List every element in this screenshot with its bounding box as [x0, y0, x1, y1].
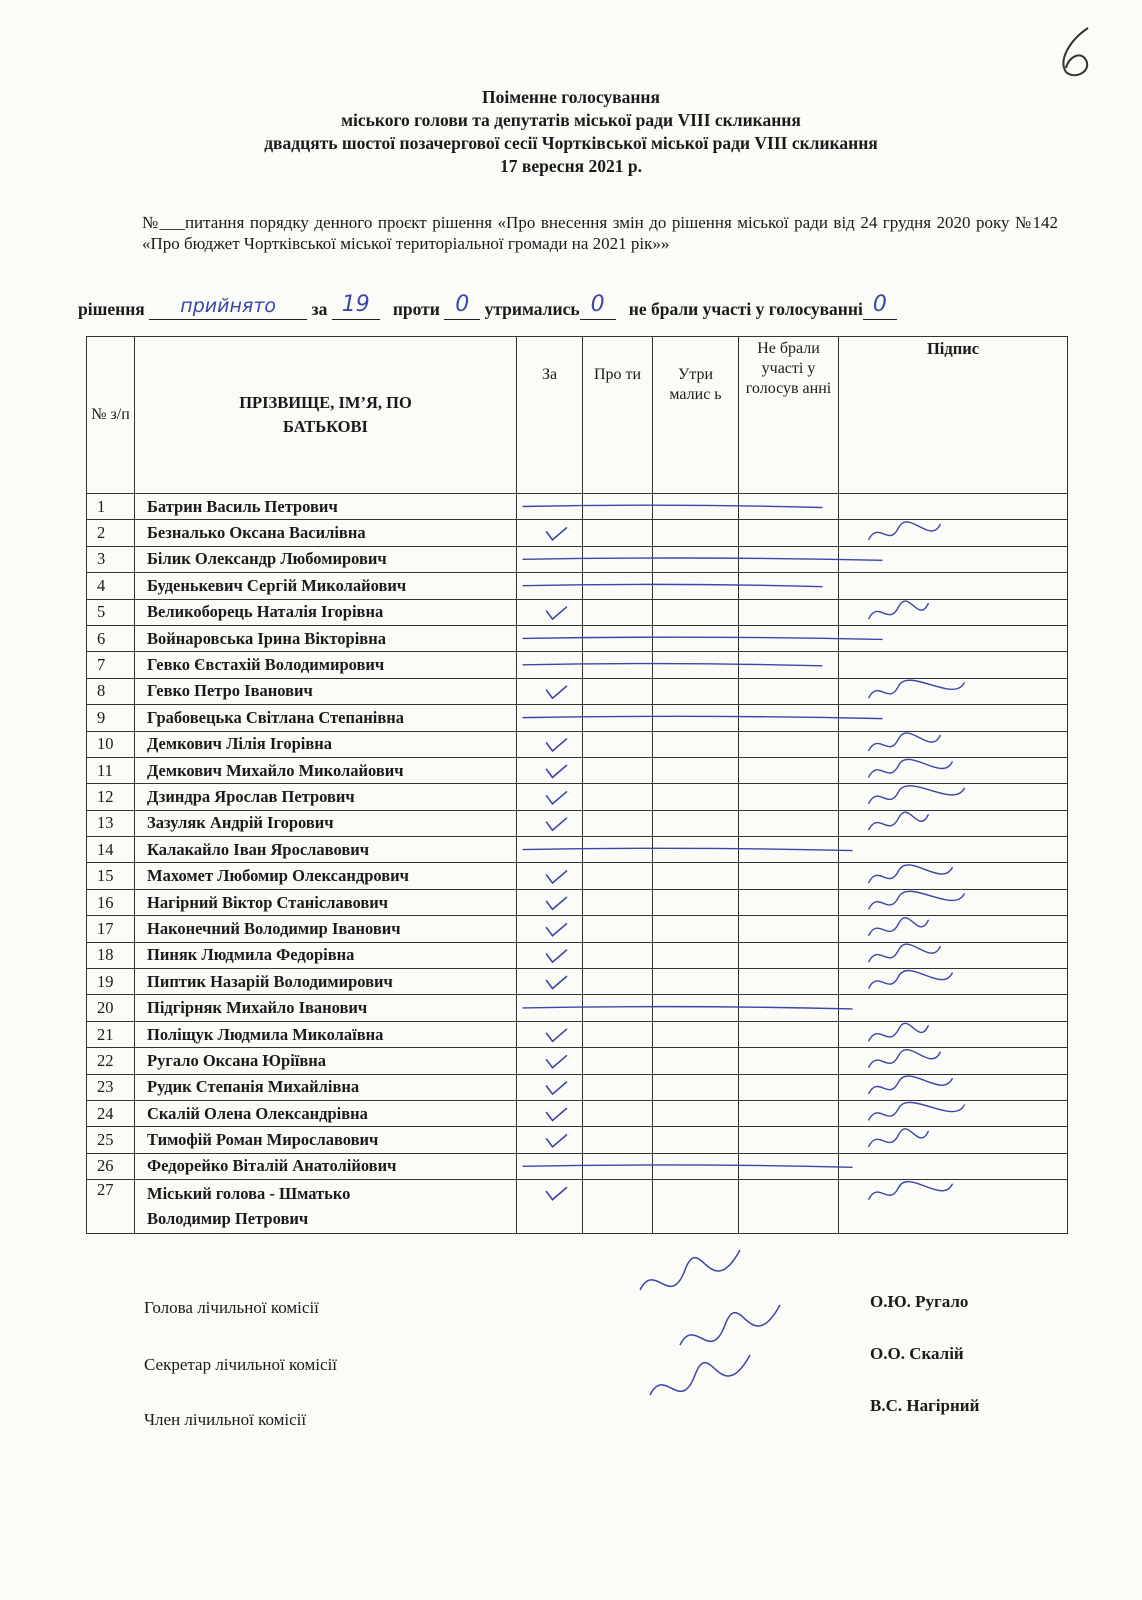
- header-subtitle: міського голови та депутатів міської ради VIII скликання: [341, 110, 801, 130]
- cell-abstain: [653, 969, 739, 995]
- cell-signature: [839, 1048, 1068, 1074]
- cell-against: [583, 995, 653, 1021]
- cell-not-voted: [739, 520, 839, 546]
- cell-signature: [839, 995, 1068, 1021]
- col-header-abstain: Утри малис ь: [653, 337, 739, 494]
- table-row: [87, 494, 1068, 520]
- col-header-num: № з/п: [87, 337, 135, 494]
- decision-value-field: [149, 295, 307, 320]
- cell-not-voted: [739, 546, 839, 572]
- cell-against: [583, 573, 653, 599]
- cell-signature: [839, 546, 1068, 572]
- cell-abstain: [653, 942, 739, 968]
- cell-not-voted: [739, 573, 839, 599]
- cell-abstain: [653, 731, 739, 757]
- cell-not-voted: [739, 678, 839, 704]
- row-name: Скалій Олена Олександрівна: [135, 1100, 517, 1126]
- cell-signature: [839, 942, 1068, 968]
- row-name: [135, 1180, 517, 1234]
- cell-for: [517, 494, 583, 520]
- row-num: 2: [87, 520, 135, 546]
- decision-label: рішення: [78, 299, 145, 319]
- cell-for: [517, 1100, 583, 1126]
- cell-not-voted: [739, 1048, 839, 1074]
- row-num: 18: [87, 942, 135, 968]
- cell-abstain: [653, 863, 739, 889]
- member-name: В.С. Нагірний: [870, 1396, 980, 1415]
- table-row: [87, 757, 1068, 783]
- cell-for: [517, 1021, 583, 1047]
- col-header-for: За: [517, 337, 583, 494]
- cell-for: [517, 1127, 583, 1153]
- cell-for: [517, 705, 583, 731]
- member-label: Член лічильної комісії: [144, 1410, 307, 1429]
- cell-abstain: [653, 573, 739, 599]
- cell-signature: [839, 969, 1068, 995]
- cell-not-voted: [739, 494, 839, 520]
- header-session: двадцять шостої позачергової сесії Чортківської міської ради VIII скликання: [264, 133, 878, 153]
- row-num: 12: [87, 784, 135, 810]
- cell-against: [583, 625, 653, 651]
- row-name: Демкович Лілія Ігорівна: [135, 731, 517, 757]
- cell-signature: [839, 1021, 1068, 1047]
- cell-abstain: [653, 546, 739, 572]
- cell-abstain: [653, 599, 739, 625]
- header-date: 17 вересня 2021 р.: [500, 156, 642, 176]
- commission-signature: [680, 1305, 780, 1345]
- row-num: 10: [87, 731, 135, 757]
- col-header-signature: Підпис: [839, 337, 1068, 494]
- cell-not-voted: [739, 969, 839, 995]
- cell-not-voted: [739, 1127, 839, 1153]
- row-name: Зазуляк Андрій Ігорович: [135, 810, 517, 836]
- cell-not-voted: [739, 1100, 839, 1126]
- cell-signature: [839, 784, 1068, 810]
- table-row: [87, 889, 1068, 915]
- cell-signature: [839, 678, 1068, 704]
- cell-not-voted: [739, 863, 839, 889]
- cell-abstain: [653, 784, 739, 810]
- table-row: [87, 784, 1068, 810]
- cell-against: [583, 705, 653, 731]
- header-title: Поіменне голосування: [482, 87, 660, 107]
- table-row: [87, 1074, 1068, 1100]
- row-num: 20: [87, 995, 135, 1021]
- cell-against: [583, 969, 653, 995]
- for-count: 19: [341, 292, 370, 317]
- table-row: [87, 1021, 1068, 1047]
- cell-for: [517, 810, 583, 836]
- cell-against: [583, 599, 653, 625]
- cell-for: [517, 731, 583, 757]
- abstain-count: 0: [590, 292, 605, 317]
- row-name: Підгірняк Михайло Іванович: [135, 995, 517, 1021]
- against-label: проти: [392, 299, 440, 319]
- table-row: [87, 678, 1068, 704]
- row-num: 14: [87, 837, 135, 863]
- cell-abstain: [653, 1127, 739, 1153]
- cell-against: [583, 837, 653, 863]
- cell-not-voted: [739, 889, 839, 915]
- cell-against: [583, 652, 653, 678]
- cell-against: [583, 942, 653, 968]
- row-name: Демкович Михайло Миколайович: [135, 757, 517, 783]
- cell-abstain: [653, 520, 739, 546]
- cell-not-voted: [739, 1021, 839, 1047]
- row-name: Дзиндра Ярослав Петрович: [135, 784, 517, 810]
- table-row: [87, 810, 1068, 836]
- table-row: [87, 731, 1068, 757]
- cell-against: [583, 863, 653, 889]
- against-count-field: [444, 292, 480, 320]
- row-name: Федорейко Віталій Анатолійович: [135, 1153, 517, 1179]
- cell-for: [517, 625, 583, 651]
- row-num: 26: [87, 1153, 135, 1179]
- row-name: Пиптик Назарій Володимирович: [135, 969, 517, 995]
- cell-against: [583, 757, 653, 783]
- row-name: Пиняк Людмила Федорівна: [135, 942, 517, 968]
- cell-signature: [839, 837, 1068, 863]
- cell-against: [583, 1153, 653, 1179]
- cell-not-voted: [739, 599, 839, 625]
- row-num: 3: [87, 546, 135, 572]
- cell-not-voted: [739, 1153, 839, 1179]
- table-row: [87, 837, 1068, 863]
- row-name: Войнаровська Ірина Вікторівна: [135, 625, 517, 651]
- row-name-line1: Міський голова - Шматько: [147, 1184, 351, 1204]
- cell-for: [517, 1048, 583, 1074]
- against-count: 0: [455, 292, 470, 317]
- cell-not-voted: [739, 625, 839, 651]
- row-num: 22: [87, 1048, 135, 1074]
- row-name: Ругало Оксана Юріївна: [135, 1048, 517, 1074]
- row-num: 4: [87, 573, 135, 599]
- agenda-question-text: №___питання порядку денного проєкт рішення «Про внесення змін до рішення міської ради від 24 грудня 2020 року №142 «Про бюджет Чортківської міської територіальної громади на 2021 рік»»: [142, 213, 1058, 253]
- row-num: 8: [87, 678, 135, 704]
- col-header-against: Про ти: [583, 337, 653, 494]
- row-name: Нагірний Віктор Станіславович: [135, 889, 517, 915]
- abstain-label: утримались: [484, 299, 580, 319]
- table-row: [87, 942, 1068, 968]
- cell-not-voted: [739, 757, 839, 783]
- row-num: 21: [87, 1021, 135, 1047]
- table-row: [87, 995, 1068, 1021]
- cell-for: [517, 969, 583, 995]
- cell-not-voted: [739, 705, 839, 731]
- cell-for: [517, 520, 583, 546]
- cell-not-voted: [739, 810, 839, 836]
- row-num: 7: [87, 652, 135, 678]
- table-row: [87, 625, 1068, 651]
- chair-label: Голова лічильної комісії: [144, 1298, 319, 1317]
- cell-for: [517, 837, 583, 863]
- cell-against: [583, 784, 653, 810]
- row-num: 11: [87, 757, 135, 783]
- cell-not-voted: [739, 731, 839, 757]
- roll-call-table: [86, 336, 1068, 1234]
- cell-signature: [839, 625, 1068, 651]
- decision-value: прийнято: [180, 295, 277, 317]
- col-header-name: ПРІЗВИЩЕ, ІМ’Я, ПО БАТЬКОВІ: [135, 337, 517, 494]
- cell-not-voted: [739, 837, 839, 863]
- table-row: [87, 599, 1068, 625]
- cell-against: [583, 520, 653, 546]
- cell-abstain: [653, 1074, 739, 1100]
- table-header-row: [87, 337, 1068, 494]
- cell-signature: [839, 705, 1068, 731]
- cell-abstain: [653, 652, 739, 678]
- commission-signature: [640, 1250, 740, 1290]
- table-row: [87, 546, 1068, 572]
- cell-for: [517, 784, 583, 810]
- cell-signature: [839, 1100, 1068, 1126]
- cell-abstain: [653, 889, 739, 915]
- cell-not-voted: [739, 995, 839, 1021]
- not-voted-label: не брали участі у голосуванні: [628, 299, 863, 319]
- cell-abstain: [653, 1048, 739, 1074]
- cell-signature: [839, 652, 1068, 678]
- cell-for: [517, 942, 583, 968]
- cell-signature: [839, 599, 1068, 625]
- cell-against: [583, 810, 653, 836]
- cell-abstain: [653, 1153, 739, 1179]
- cell-signature: [839, 1153, 1068, 1179]
- cell-abstain: [653, 995, 739, 1021]
- cell-for: [517, 1074, 583, 1100]
- row-name: Безналько Оксана Василівна: [135, 520, 517, 546]
- row-name: Калакайло Іван Ярославович: [135, 837, 517, 863]
- cell-against: [583, 1048, 653, 1074]
- not-voted-count-field: [863, 292, 897, 320]
- cell-abstain: [653, 810, 739, 836]
- agenda-question: [128, 212, 1058, 254]
- col-header-not-voted: Не брали участі у голосув анні: [739, 337, 839, 494]
- table-row: [87, 1180, 1068, 1234]
- cell-abstain: [653, 625, 739, 651]
- row-name: Махомет Любомир Олександрович: [135, 863, 517, 889]
- cell-for: [517, 757, 583, 783]
- cell-against: [583, 916, 653, 942]
- cell-signature: [839, 916, 1068, 942]
- commission-signature: [650, 1355, 750, 1395]
- table-row: [87, 863, 1068, 889]
- row-num: 9: [87, 705, 135, 731]
- row-num: 1: [87, 494, 135, 520]
- table-row: [87, 1048, 1068, 1074]
- row-name: Великоборець Наталія Ігорівна: [135, 599, 517, 625]
- cell-abstain: [653, 705, 739, 731]
- cell-for: [517, 889, 583, 915]
- cell-signature: [839, 520, 1068, 546]
- table-row: [87, 1100, 1068, 1126]
- cell-for: [517, 916, 583, 942]
- table-row: [87, 1127, 1068, 1153]
- cell-abstain: [653, 837, 739, 863]
- cell-not-voted: [739, 784, 839, 810]
- row-num: 25: [87, 1127, 135, 1153]
- document-header: [0, 86, 1142, 178]
- cell-signature: [839, 1127, 1068, 1153]
- cell-not-voted: [739, 652, 839, 678]
- cell-for: [517, 652, 583, 678]
- cell-abstain: [653, 1180, 739, 1234]
- row-name: Поліщук Людмила Миколаївна: [135, 1021, 517, 1047]
- row-name: Буденькевич Сергій Миколайович: [135, 573, 517, 599]
- cell-signature: [839, 810, 1068, 836]
- chair-name: О.Ю. Ругало: [870, 1292, 969, 1311]
- row-num: 5: [87, 599, 135, 625]
- row-num: 24: [87, 1100, 135, 1126]
- cell-signature: [839, 494, 1068, 520]
- cell-for: [517, 1153, 583, 1179]
- cell-for: [517, 546, 583, 572]
- row-name: Гевко Петро Іванович: [135, 678, 517, 704]
- row-num: 23: [87, 1074, 135, 1100]
- for-label: за: [311, 299, 328, 319]
- cell-against: [583, 678, 653, 704]
- cell-against: [583, 494, 653, 520]
- cell-not-voted: [739, 1180, 839, 1234]
- row-num: 19: [87, 969, 135, 995]
- table-row: [87, 1153, 1068, 1179]
- row-num: 6: [87, 625, 135, 651]
- not-voted-count: 0: [872, 292, 887, 317]
- secretary-label: Секретар лічильної комісії: [144, 1355, 338, 1374]
- row-name: Рудик Степанія Михайлівна: [135, 1074, 517, 1100]
- row-name: Білик Олександр Любомирович: [135, 546, 517, 572]
- cell-for: [517, 995, 583, 1021]
- cell-against: [583, 546, 653, 572]
- cell-for: [517, 573, 583, 599]
- row-num: 17: [87, 916, 135, 942]
- row-name: Грабовецька Світлана Степанівна: [135, 705, 517, 731]
- cell-for: [517, 1180, 583, 1234]
- row-name: Тимофій Роман Мирославович: [135, 1127, 517, 1153]
- cell-against: [583, 1074, 653, 1100]
- table-row: [87, 520, 1068, 546]
- row-num: 27: [87, 1180, 135, 1234]
- cell-signature: [839, 731, 1068, 757]
- table-row: [87, 969, 1068, 995]
- row-name: Гевко Євстахій Володимирович: [135, 652, 517, 678]
- cell-against: [583, 889, 653, 915]
- cell-signature: [839, 757, 1068, 783]
- row-num: 13: [87, 810, 135, 836]
- decision-summary: [78, 292, 1078, 327]
- cell-against: [583, 1127, 653, 1153]
- cell-abstain: [653, 494, 739, 520]
- cell-for: [517, 678, 583, 704]
- cell-against: [583, 1100, 653, 1126]
- cell-signature: [839, 1180, 1068, 1234]
- cell-against: [583, 1180, 653, 1234]
- abstain-count-field: [580, 292, 616, 320]
- cell-signature: [839, 1074, 1068, 1100]
- row-name: Батрин Василь Петрович: [135, 494, 517, 520]
- cell-signature: [839, 863, 1068, 889]
- secretary-name: О.О. Скалій: [870, 1344, 964, 1363]
- table-row: [87, 573, 1068, 599]
- table-row: [87, 652, 1068, 678]
- cell-abstain: [653, 757, 739, 783]
- row-name-line2: Володимир Петрович: [147, 1209, 309, 1229]
- cell-for: [517, 599, 583, 625]
- cell-not-voted: [739, 942, 839, 968]
- cell-against: [583, 1021, 653, 1047]
- row-name: Наконечний Володимир Іванович: [135, 916, 517, 942]
- cell-abstain: [653, 1100, 739, 1126]
- cell-signature: [839, 573, 1068, 599]
- row-num: 15: [87, 863, 135, 889]
- cell-against: [583, 731, 653, 757]
- cell-signature: [839, 889, 1068, 915]
- handwritten-page-number: [1048, 22, 1108, 82]
- table-row: [87, 705, 1068, 731]
- cell-abstain: [653, 1021, 739, 1047]
- cell-abstain: [653, 916, 739, 942]
- cell-not-voted: [739, 916, 839, 942]
- table-row: [87, 916, 1068, 942]
- cell-abstain: [653, 678, 739, 704]
- cell-not-voted: [739, 1074, 839, 1100]
- cell-for: [517, 863, 583, 889]
- for-count-field: [332, 292, 380, 320]
- row-num: 16: [87, 889, 135, 915]
